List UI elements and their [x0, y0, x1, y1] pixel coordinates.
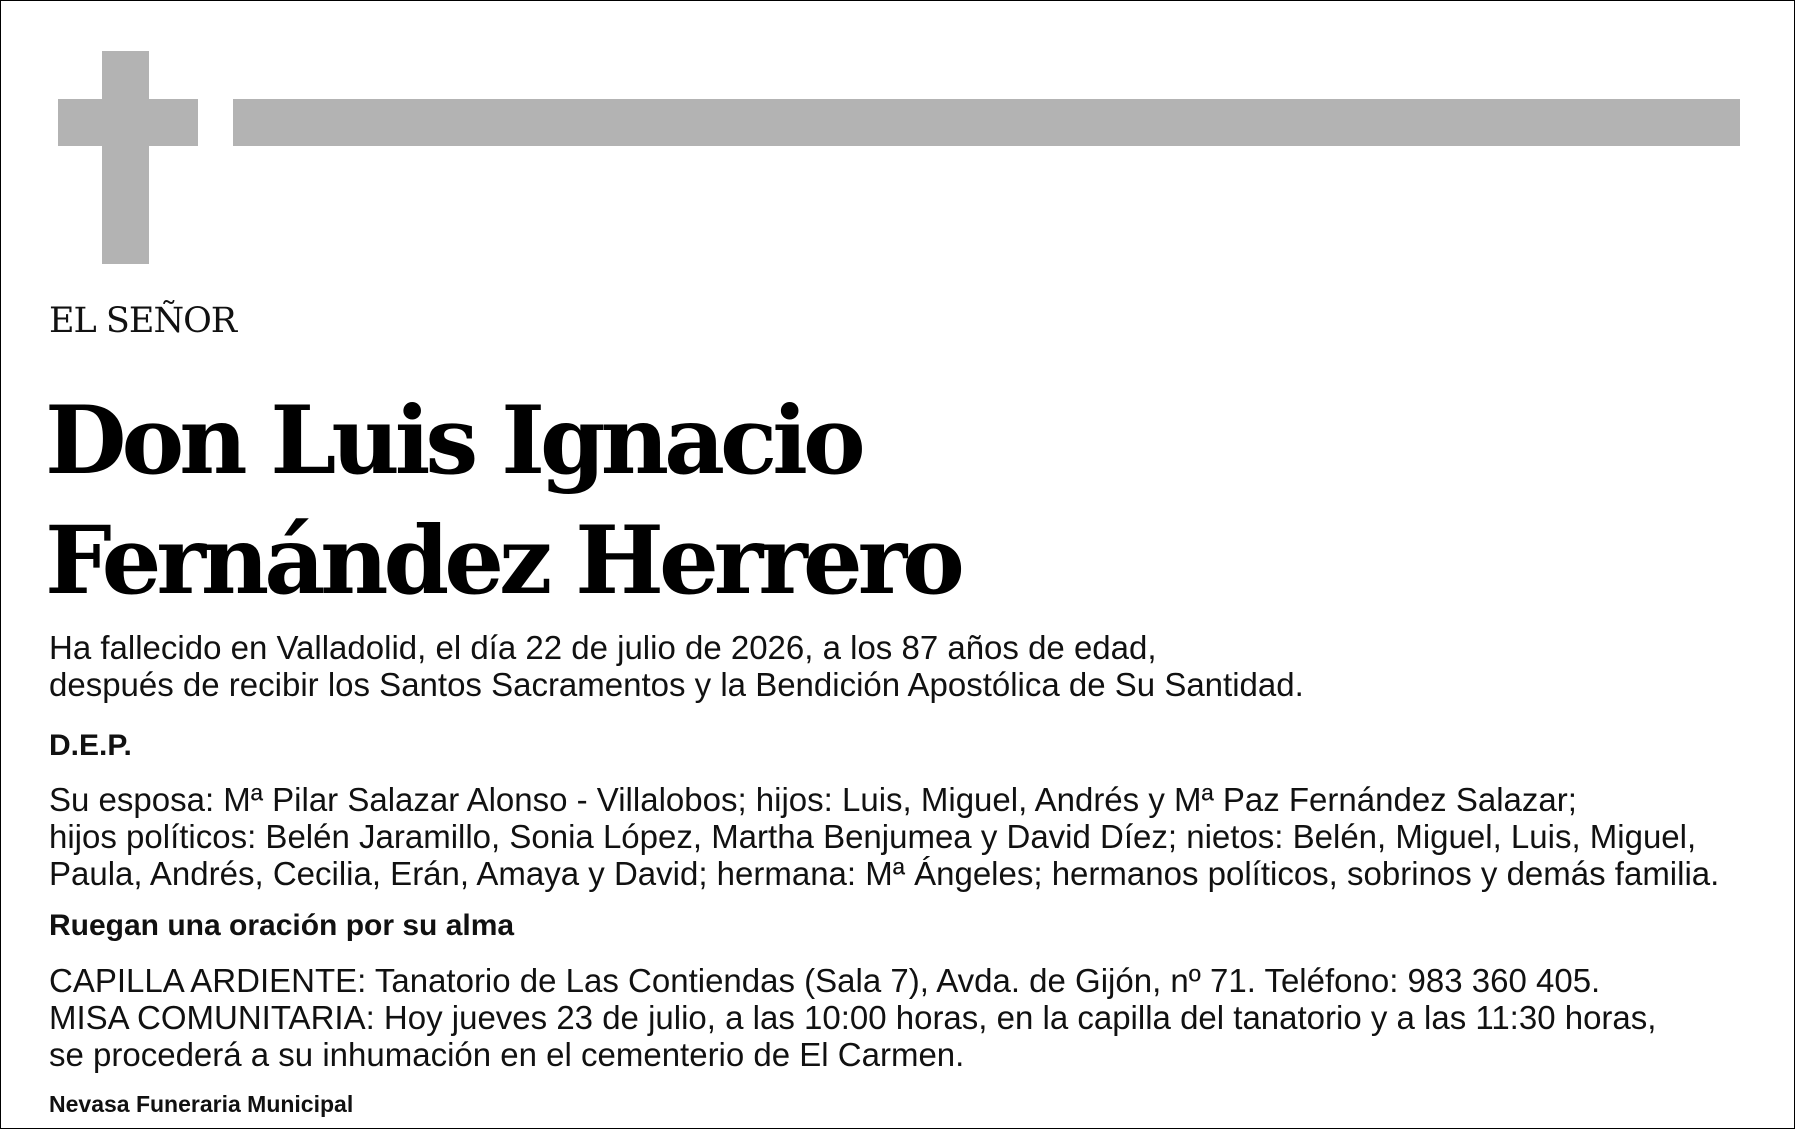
cross-vertical-bar	[102, 51, 149, 264]
family-list	[49, 781, 1719, 892]
details-line-1: CAPILLA ARDIENTE: Tanatorio de Las Contiendas (Sala 7), Avda. de Gijón, nº 71. Teléfono: 983 360 405.	[49, 962, 1601, 999]
death-announcement	[49, 629, 1304, 703]
family-line-2: hijos políticos: Belén Jaramillo, Sonia López, Martha Benjumea y David Díez; nietos: Belén, Miguel, Luis, Miguel,	[49, 818, 1697, 855]
deceased-name-line-1: Don Luis Ignacio	[45, 386, 861, 496]
rip-label: D.E.P.	[49, 729, 132, 762]
details-line-3: se procederá a su inhumación en el cementerio de El Carmen.	[49, 1036, 965, 1073]
header-rule	[233, 99, 1740, 146]
honorific: EL SEÑOR	[49, 301, 237, 341]
announcement-line-2: después de recibir los Santos Sacramentos y la Bendición Apostólica de Su Santidad.	[49, 666, 1304, 703]
details-line-2: MISA COMUNITARIA: Hoy jueves 23 de julio, a las 10:00 horas, en la capilla del tanatorio y a las 11:30 horas,	[49, 999, 1657, 1036]
cross-horizontal-bar	[58, 99, 198, 146]
announcement-line-1: Ha fallecido en Valladolid, el día 22 de julio de 2026, a los 87 años de edad,	[49, 629, 1157, 666]
funeral-home-name: Nevasa Funeraria Municipal	[49, 1091, 354, 1117]
prayer-request: Ruegan una oración por su alma	[49, 909, 515, 942]
family-line-3: Paula, Andrés, Cecilia, Erán, Amaya y David; hermana: Mª Ángeles; hermanos políticos, sobrinos y demás familia.	[49, 855, 1720, 892]
family-line-1: Su esposa: Mª Pilar Salazar Alonso - Villalobos; hijos: Luis, Miguel, Andrés y Mª Paz Fernández Salazar;	[49, 781, 1577, 818]
deceased-name-line-2: Fernández Herrero	[45, 506, 960, 616]
service-details	[49, 962, 1656, 1073]
deceased-name	[45, 381, 960, 621]
